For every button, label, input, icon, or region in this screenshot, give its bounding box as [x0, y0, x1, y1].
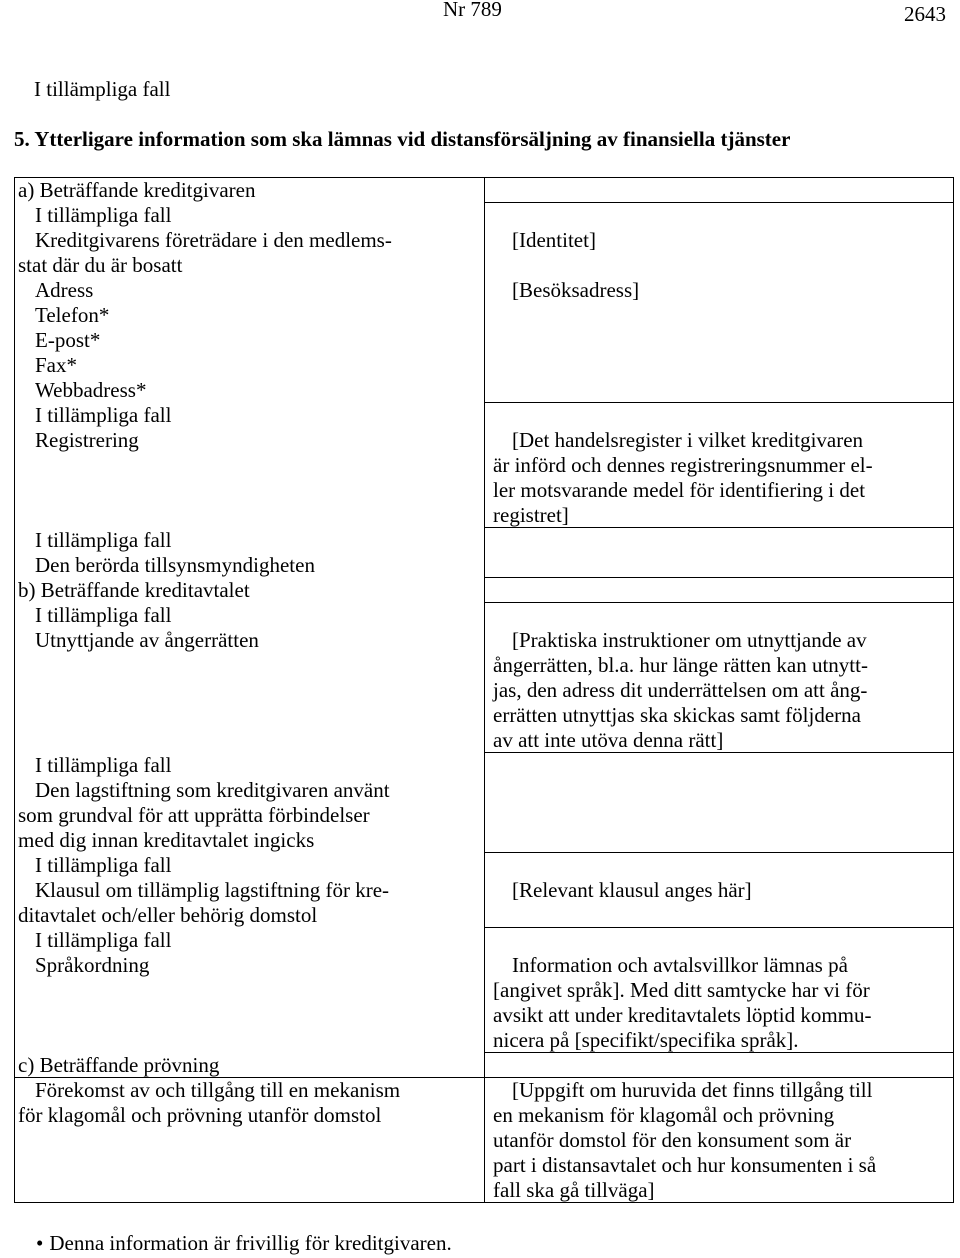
registration-label: Registrering [35, 428, 139, 452]
email-label: E-post* [35, 328, 101, 352]
page-number: 2643 [904, 2, 946, 26]
row-divider [485, 927, 953, 928]
address-label: Adress [35, 278, 94, 302]
law-applicable: I tillämpliga fall [35, 753, 172, 777]
row-divider [485, 202, 953, 203]
footnote [36, 1231, 452, 1256]
bullet-icon: • [36, 1231, 44, 1255]
section-b-heading: b) Beträffande kreditavtalet [18, 578, 250, 602]
intro-applicable: I tillämpliga fall [34, 77, 171, 101]
withdrawal-label: Utnyttjande av ångerrätten [35, 628, 259, 652]
section-c-heading: c) Beträffande prövning [18, 1053, 220, 1077]
footnote-text: Denna information är frivillig för kreditgivaren. [49, 1231, 452, 1255]
page-header-nr: Nr 789 [443, 0, 502, 21]
row-divider [485, 577, 953, 578]
web-label: Webbadress* [35, 378, 147, 402]
language-field: Information och avtalsvillkor lämnas på [angivet språk]. Med ditt samtycke har vi för avsikt att under kreditavtalets löptid kommu- nicera på [specifikt/specifika språk]. [493, 953, 872, 1052]
complaint-field: [Uppgift om huruvida det finns tillgång till en mekanism för klagomål och prövning utanför domstol för den konsument som är part i distansavtalet och hur konsumenten i så fall ska gå tillväga] [493, 1078, 877, 1202]
registration-field: [Det handelsregister i vilket kreditgivaren är införd och dennes registreringsnummer el- ler motsvarande medel för identifiering i det registret] [493, 428, 873, 527]
column-divider [484, 178, 485, 1202]
registration-applicable: I tillämpliga fall [35, 403, 172, 427]
withdrawal-field: [Praktiska instruktioner om utnyttjande av ångerrätten, bl.a. hur länge rätten kan utnytt- jas, den adress dit underrättelsen om att ång- errätten utnyttjas ska skickas samt följderna av att inte utöva denna rätt] [493, 628, 868, 752]
identity-field: [Identitet] [512, 228, 596, 252]
clause-field: [Relevant klausul anges här] [512, 878, 752, 902]
law-label: Den lagstiftning som kreditgivaren använt som grundval för att upprätta förbindelser med dig innan kreditavtalet ingicks [18, 778, 390, 852]
section-title: 5. Ytterligare information som ska lämnas vid distansförsäljning av finansiella tjänster [14, 127, 791, 151]
representative-label: Kreditgivarens företrädare i den medlems- stat där du är bosatt [18, 228, 392, 277]
row-divider [485, 852, 953, 853]
clause-label: Klausul om tillämplig lagstiftning för kre- ditavtalet och/eller behörig domstol [18, 878, 390, 927]
form-table [14, 177, 954, 1203]
authority-label: Den berörda tillsynsmyndigheten [35, 553, 315, 577]
language-label: Språkordning [35, 953, 150, 977]
fax-label: Fax* [35, 353, 77, 377]
complaint-label: Förekomst av och tillgång till en mekanism för klagomål och prövning utanför domstol [18, 1078, 401, 1127]
a-applicable: I tillämpliga fall [35, 203, 172, 227]
withdrawal-applicable: I tillämpliga fall [35, 603, 172, 627]
visit-address-field: [Besöksadress] [512, 278, 640, 302]
phone-label: Telefon* [35, 303, 110, 327]
authority-applicable: I tillämpliga fall [35, 528, 172, 552]
section-a-heading: a) Beträffande kreditgivaren [18, 178, 256, 202]
row-divider [485, 602, 953, 603]
clause-applicable: I tillämpliga fall [35, 853, 172, 877]
language-applicable: I tillämpliga fall [35, 928, 172, 952]
row-divider [485, 402, 953, 403]
